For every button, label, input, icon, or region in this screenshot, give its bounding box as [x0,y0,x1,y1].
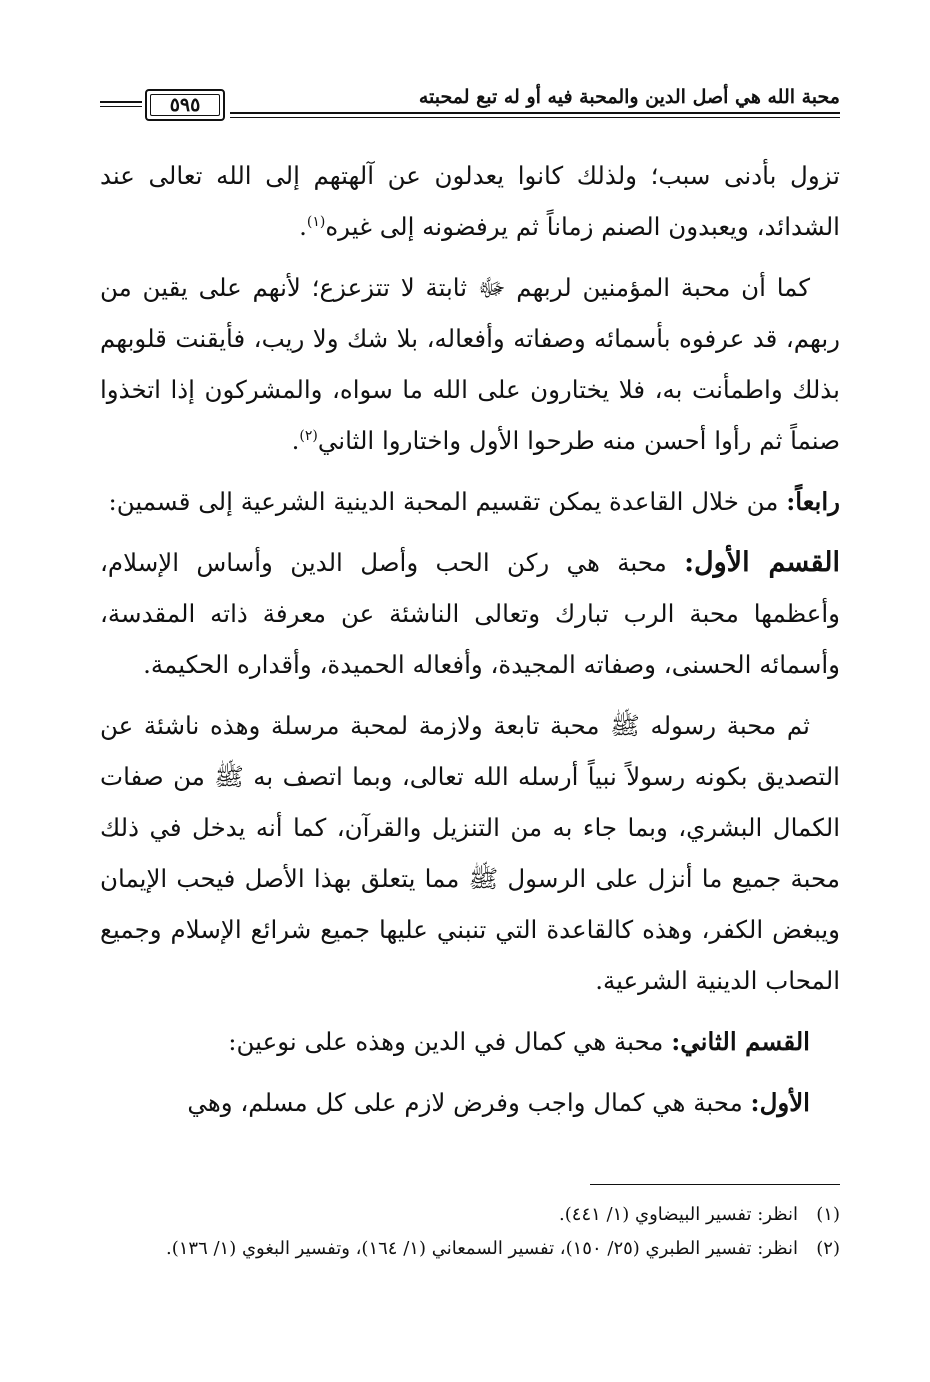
body-text [100,150,840,1138]
paragraph-lead: القسم الثاني: [671,1027,810,1056]
header-title: محبة الله هي أصل الدين والمحبة فيه أو له تبع لمحبته [418,86,840,108]
footnote-marker: (٢) [299,427,318,444]
paragraph [100,262,840,466]
footnote [100,1232,840,1266]
footnotes [100,1198,840,1266]
paragraph [100,700,840,1006]
page-number: ٥٩٥ [169,94,201,116]
paragraph-tail: . [291,426,300,455]
paragraph-lead: رابعاً: [786,487,840,516]
footnote-number: (٢) [816,1238,840,1259]
paragraph-text: محبة هي ركن الحب وأصل الدين وأساس الإسلام، وأعظمها محبة الرب تبارك وتعالى الناشئة عن معرفة ذاته المقدسة، وأسمائه الحسنى، وصفاته المجيدة، وأفعاله الحميدة، وأقداره الحكيمة. [100,548,840,679]
paragraph [100,1016,840,1067]
paragraph [100,150,840,252]
paragraph [100,1077,840,1128]
header-rule [230,112,840,118]
footnote-marker: (١) [306,213,326,230]
paragraph-text: محبة هي كمال واجب وفرض لازم على كل مسلم، وهي [187,1088,751,1117]
header-left-rule [100,101,142,107]
paragraph-tail: . [299,212,307,241]
footnote-number: (١) [816,1204,840,1225]
paragraph-text: تزول بأدنى سبب؛ ولذلك كانوا يعدلون عن آلهتهم إلى الله تعالى عند الشدائد، ويعبدون الصنم زماناً ثم يرفضونه إلى غيره [100,161,840,241]
paragraph-text: محبة هي كمال في الدين وهذه على نوعين: [228,1027,672,1056]
running-header [100,84,840,128]
footnote-text: انظر: تفسير الطبري (٢٥/ ١٥٠)، تفسير السمعاني (١/ ١٦٤)، وتفسير البغوي (١/ ١٣٦). [165,1238,798,1259]
paragraph [100,476,840,527]
paragraph-text: ثم محبة رسوله ﷺ محبة تابعة ولازمة لمحبة مرسلة وهذه ناشئة عن التصديق بكونه رسولاً نبياً أرسله الله تعالى، وبما اتصف به ﷺ من صفات الكمال البشري، وبما جاء به من التنزيل والقرآن، كما أنه يدخل في ذلك محبة جميع ما أنزل على الرسول ﷺ مما يتعلق بهذا الأصل فيحب الإيمان ويبغض الكفر، وهذه كالقاعدة التي تنبني عليها جميع شرائع الإسلام وجميع المحاب الدينية الشرعية. [100,711,840,995]
footnote-text: انظر: تفسير البيضاوي (١/ ٤٤١). [559,1204,798,1225]
paragraph-text: من خلال القاعدة يمكن تقسيم المحبة الدينية الشرعية إلى قسمين: [108,487,787,516]
paragraph [100,537,840,690]
page-number-frame [145,89,225,121]
footnote [100,1198,840,1232]
paragraph-lead: القسم الأول: [684,547,840,578]
paragraph-lead: الأول: [750,1088,810,1117]
paragraph-text: كما أن محبة المؤمنين لربهم ﷻ ثابتة لا تتزعزع؛ لأنهم على يقين من ربهم، قد عرفوه بأسمائه وصفاته وأفعاله، بلا شك ولا ريب، فأيقنت قلوبهم بذلك واطمأنت به، فلا يختارون على الله ما سواه، والمشركون إذا اتخذوا صنماً ثم رأوا أحسن منه طرحوا الأول واختاروا الثاني [100,273,840,455]
footnote-separator [590,1184,840,1185]
